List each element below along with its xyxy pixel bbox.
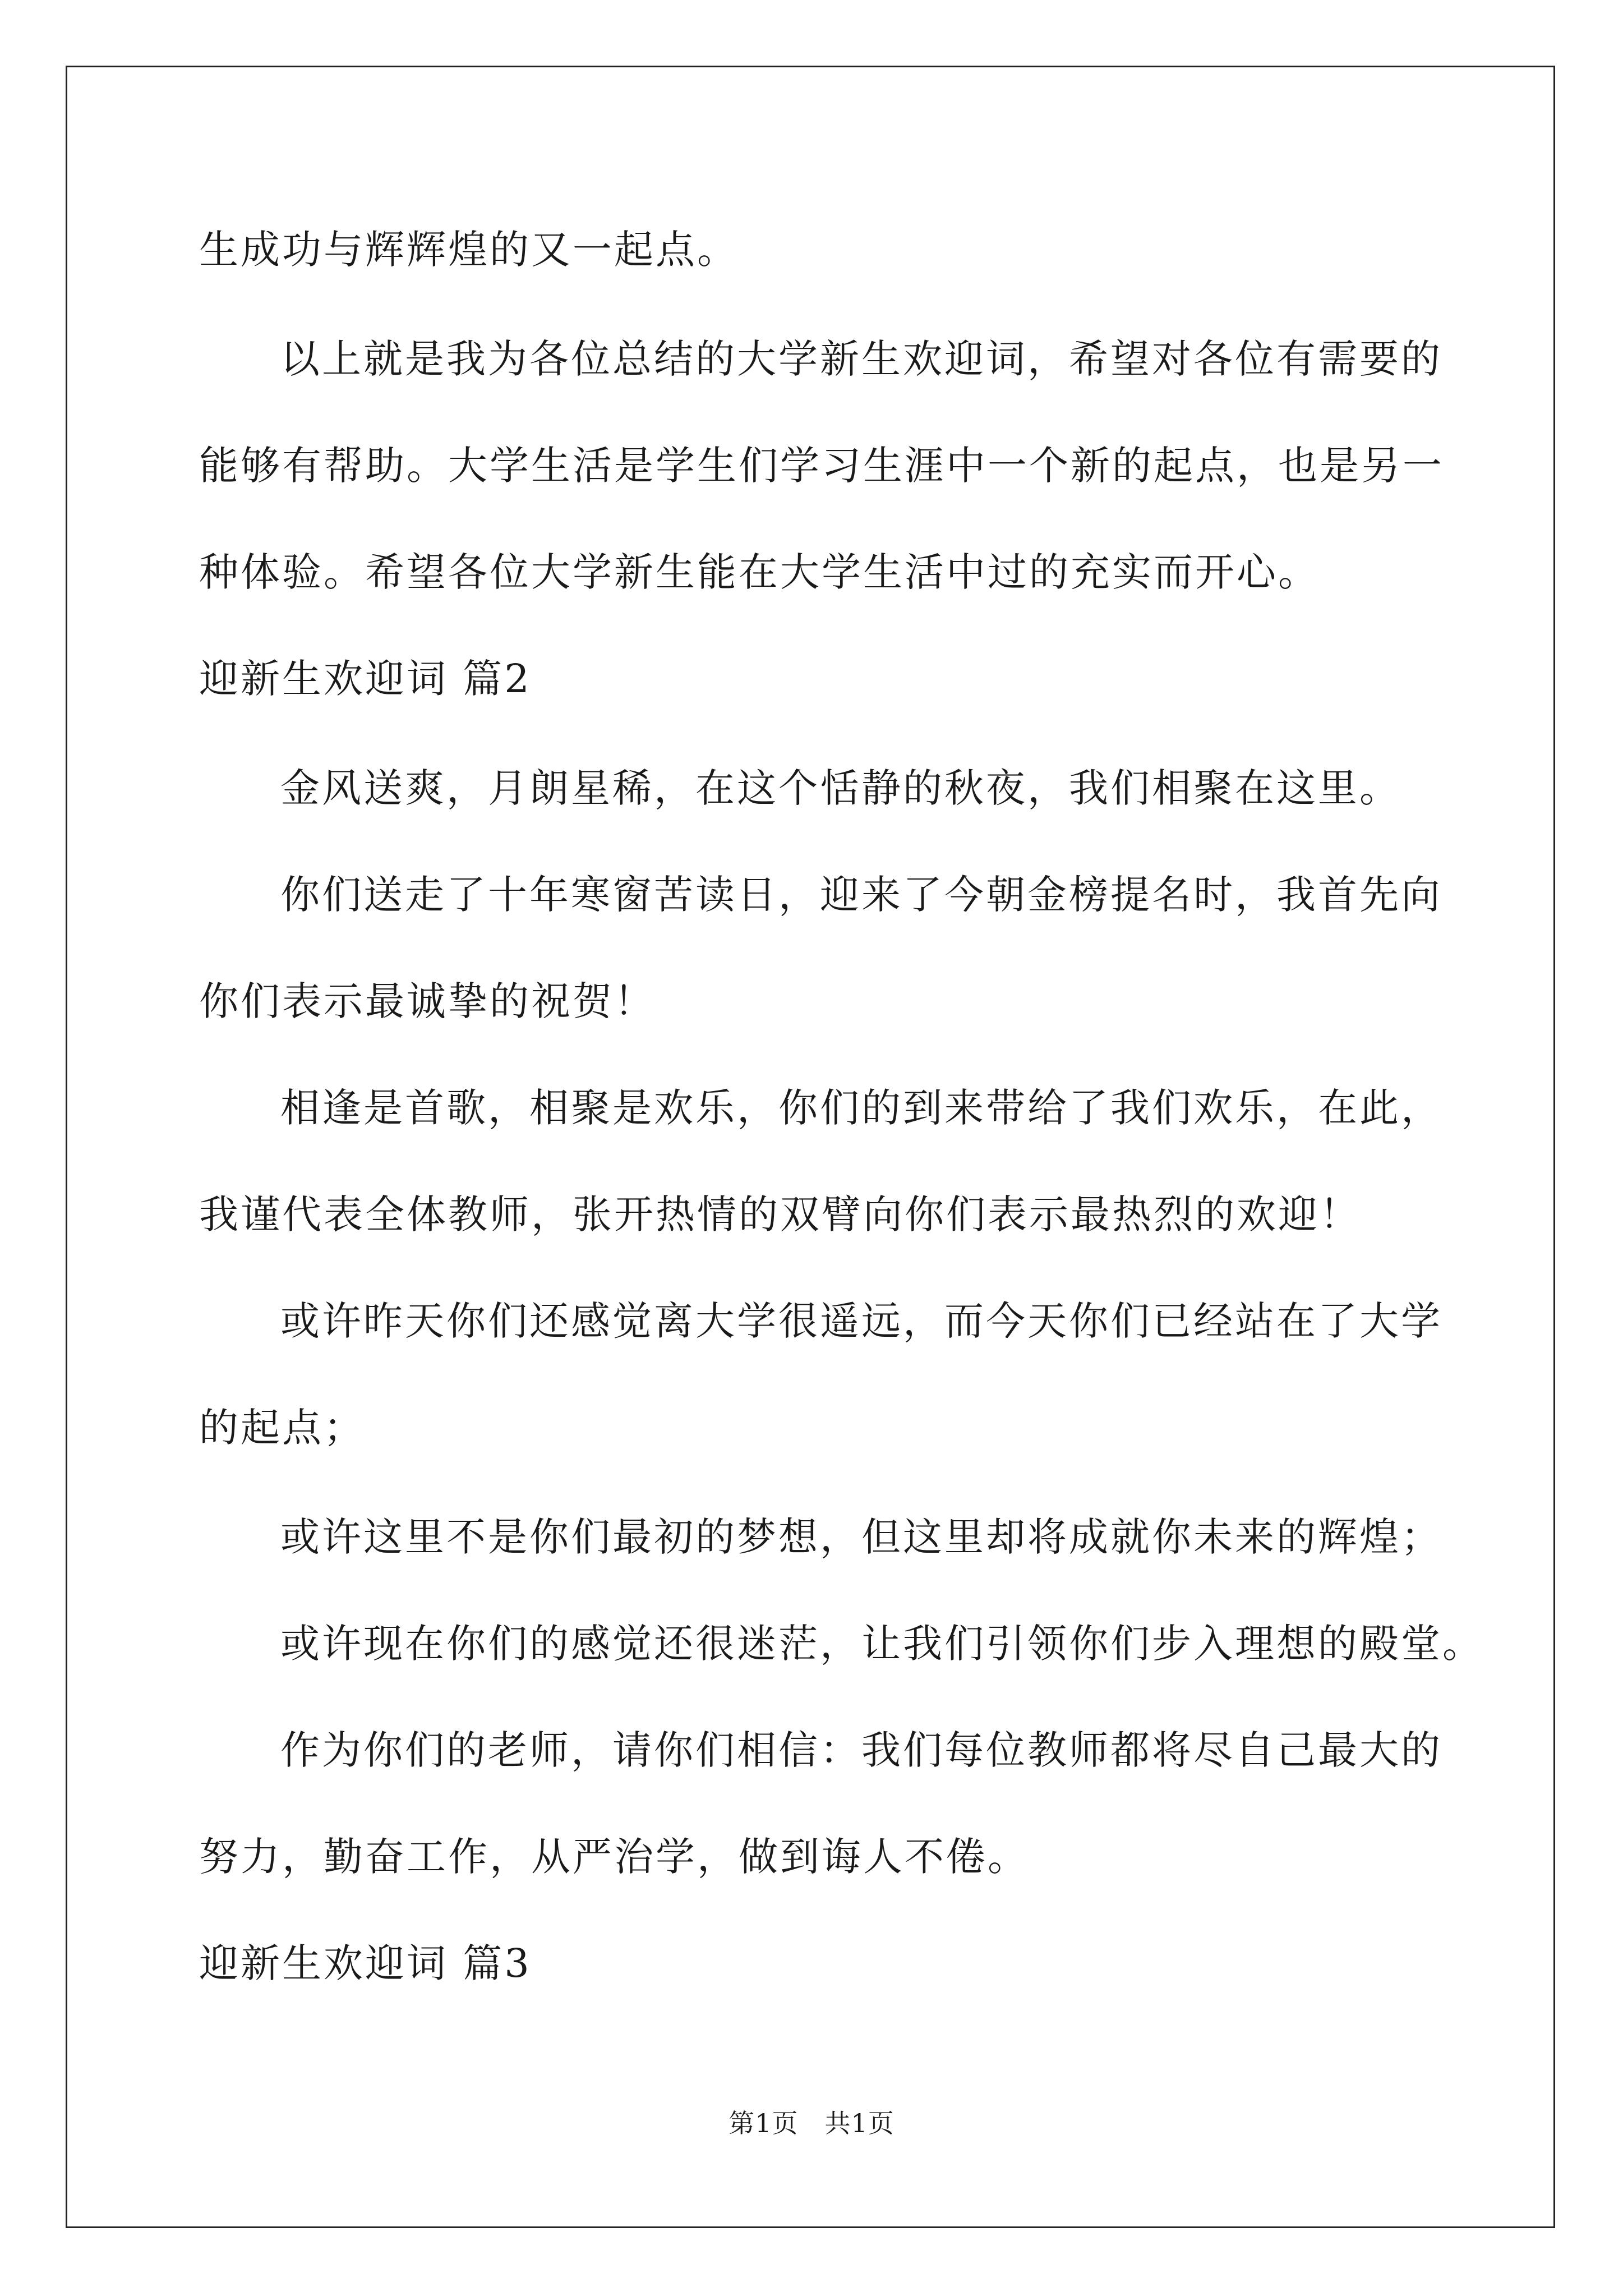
paragraph-line: 我谨代表全体教师，张开热情的双臂向你们表示最热烈的欢迎！ xyxy=(199,1191,1361,1237)
page-number: 第1页 共1页 xyxy=(728,2108,895,2138)
paragraph-line: 的起点； xyxy=(199,1405,365,1451)
paragraph-line: 或许昨天你们还感觉离大学很遥远，而今天你们已经站在了大学 xyxy=(280,1298,1442,1344)
page-border xyxy=(66,66,1555,2228)
paragraph-line: 能够有帮助。大学生活是学生们学习生涯中一个新的起点，也是另一 xyxy=(199,443,1444,489)
paragraph-line: 种体验。希望各位大学新生能在大学生活中过的充实而开心。 xyxy=(199,549,1320,595)
section-heading: 迎新生欢迎词 篇2 xyxy=(199,656,532,702)
section-heading: 迎新生欢迎词 篇3 xyxy=(199,1940,532,1986)
paragraph-line: 你们表示最诚挚的祝贺！ xyxy=(199,978,656,1024)
paragraph-line: 相逢是首歌，相聚是欢乐，你们的到来带给了我们欢乐，在此， xyxy=(280,1085,1442,1131)
paragraph-line: 生成功与辉辉煌的又一起点。 xyxy=(199,227,739,273)
paragraph-line: 作为你们的老师，请你们相信：我们每位教师都将尽自己最大的 xyxy=(280,1727,1442,1773)
paragraph-line: 或许这里不是你们最初的梦想，但这里却将成就你未来的辉煌； xyxy=(280,1514,1442,1560)
paragraph-line: 或许现在你们的感觉还很迷茫，让我们引领你们步入理想的殿堂。 xyxy=(280,1621,1484,1667)
paragraph-line: 金风送爽，月朗星稀，在这个恬静的秋夜，我们相聚在这里。 xyxy=(280,765,1401,811)
paragraph-line: 努力，勤奋工作，从严治学，做到诲人不倦。 xyxy=(199,1834,1029,1880)
paragraph-line: 以上就是我为各位总结的大学新生欢迎词，希望对各位有需要的 xyxy=(280,336,1442,382)
paragraph-line: 你们送走了十年寒窗苦读日，迎来了今朝金榜提名时，我首先向 xyxy=(280,872,1442,918)
